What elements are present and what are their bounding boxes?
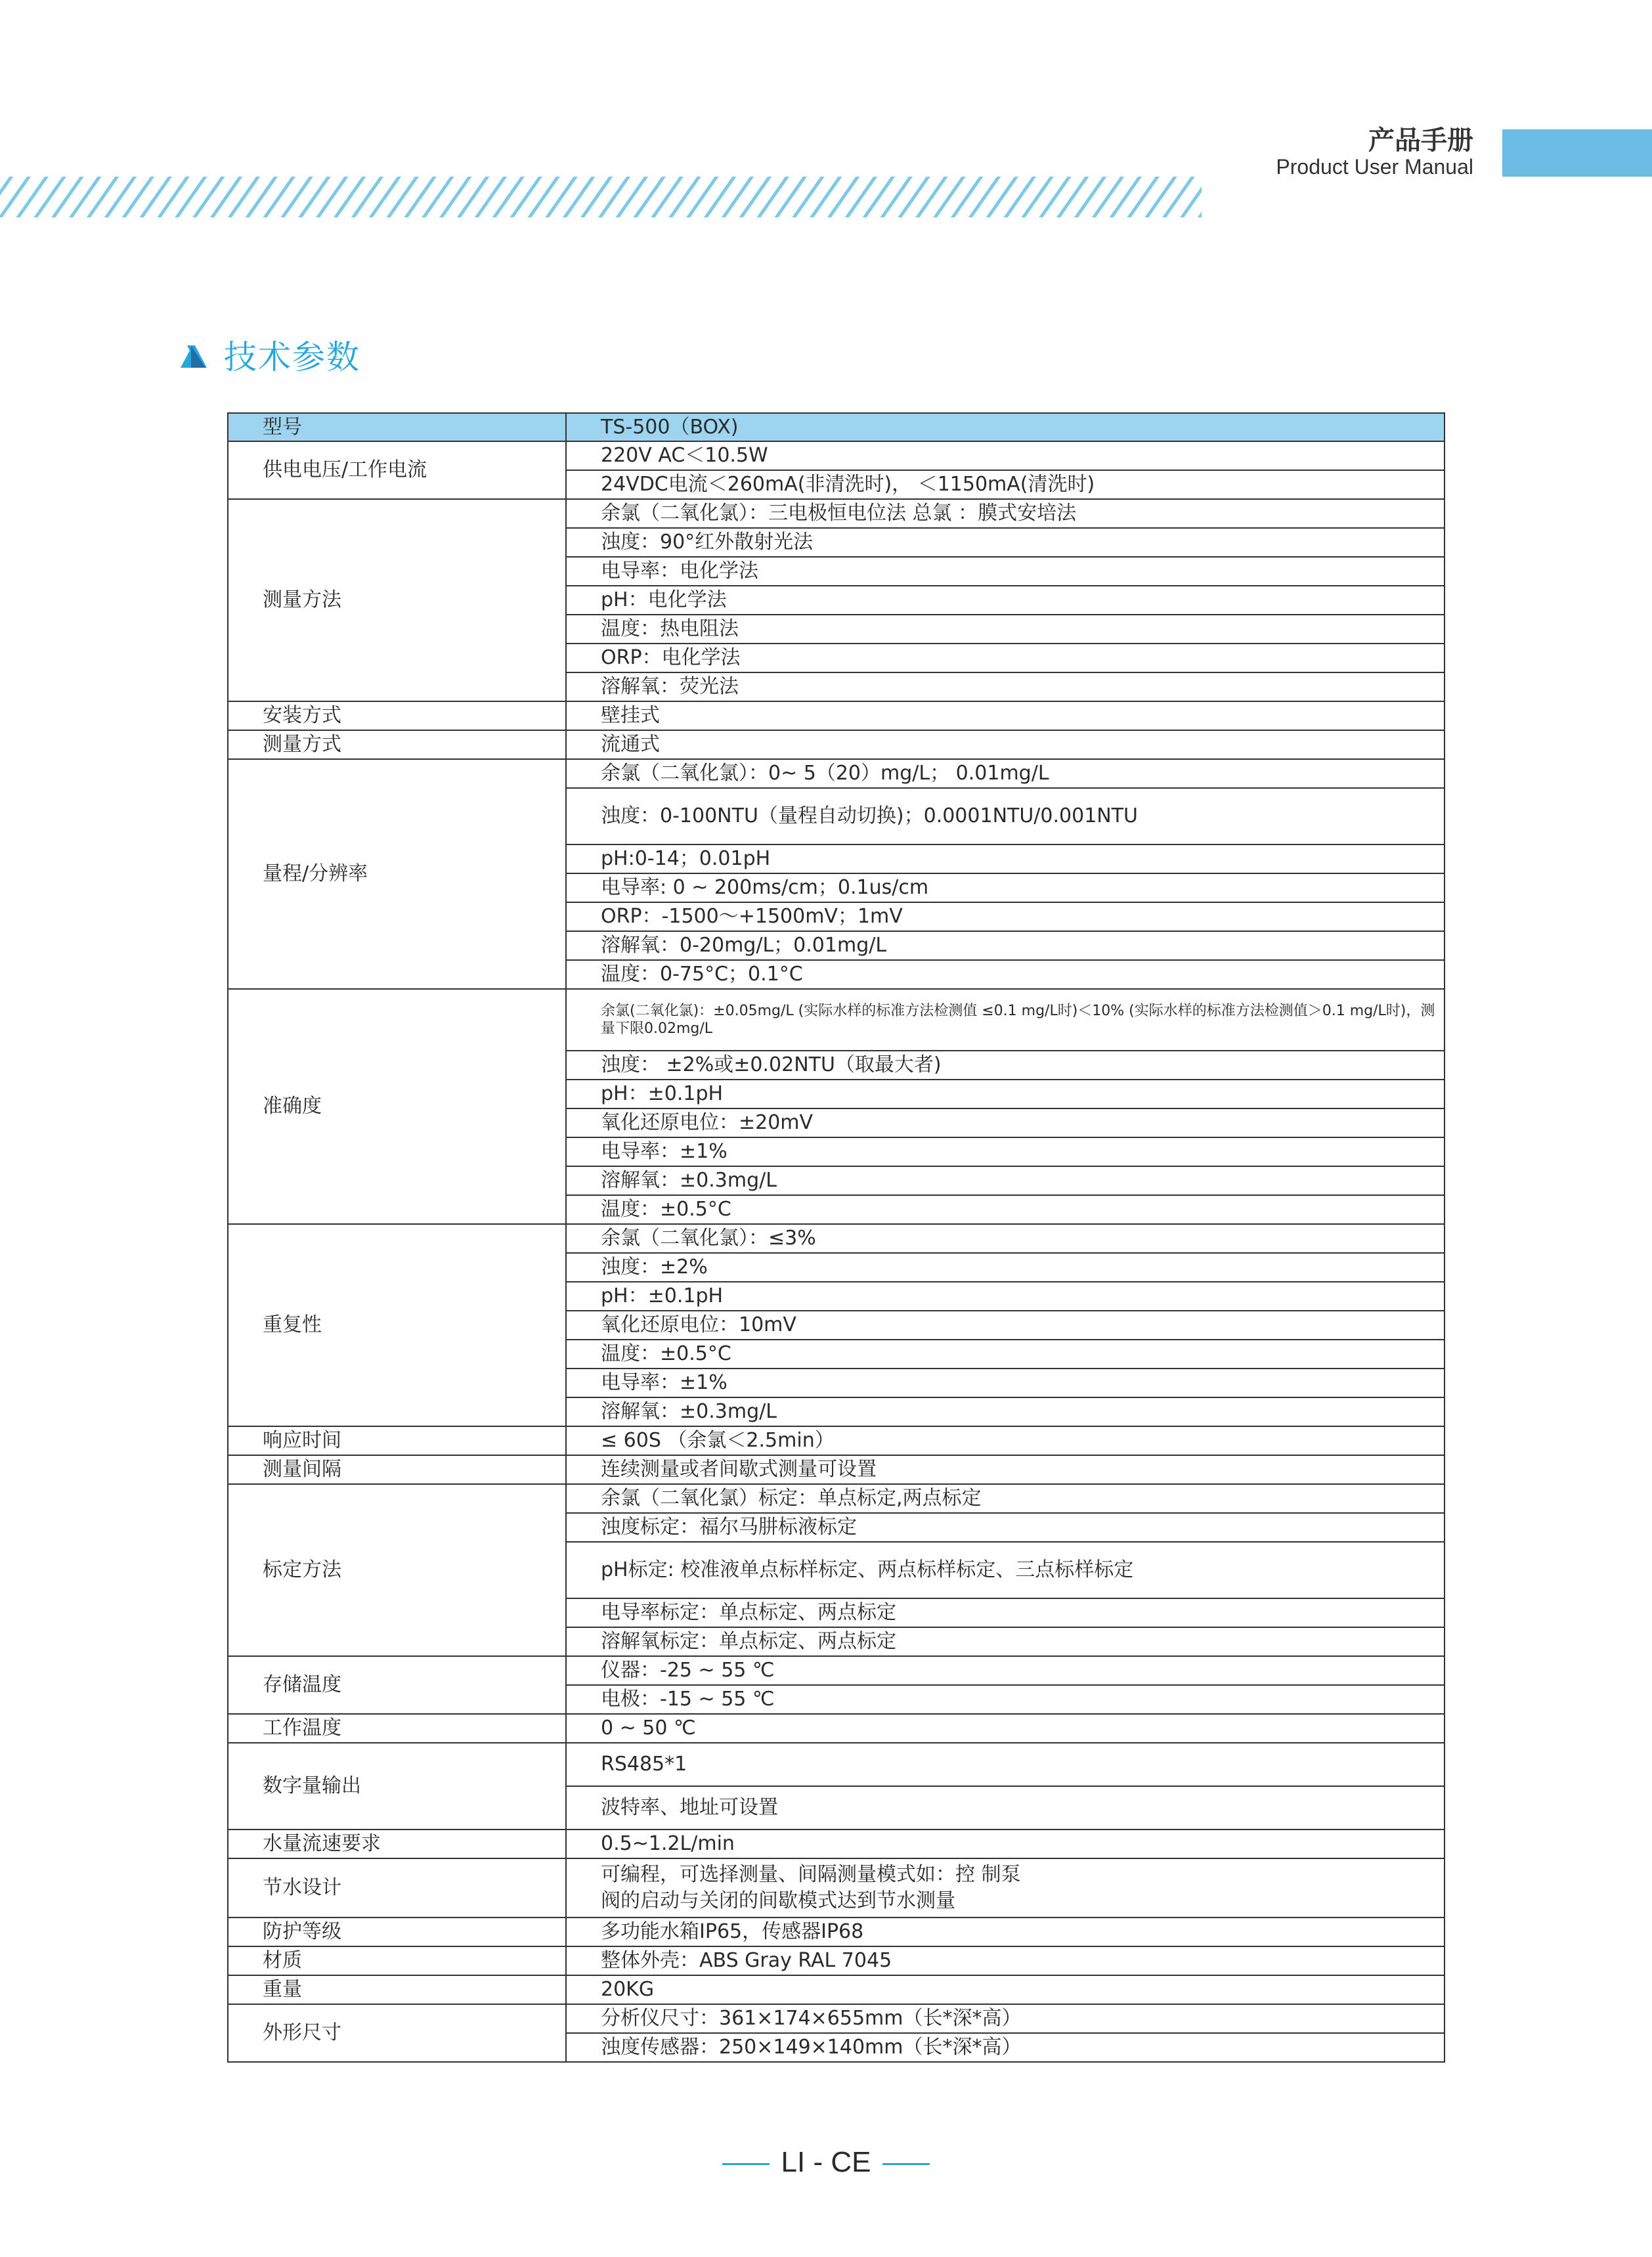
- param-value: 浊度：0-100NTU（量程自动切换)；0.0001NTU/0.001NTU: [566, 788, 1445, 844]
- param-label: 外形尺寸: [228, 2004, 566, 2062]
- param-value: 温度：±0.5°C: [566, 1195, 1445, 1224]
- param-value: 温度：热电阻法: [566, 615, 1445, 644]
- param-value: 20KG: [566, 1975, 1445, 2004]
- param-value: 仪器：-25 ~ 55 ℃: [566, 1656, 1445, 1685]
- param-value: 波特率、地址可设置: [566, 1786, 1445, 1830]
- param-value: 电导率标定：单点标定、两点标定: [566, 1598, 1445, 1627]
- param-value: 浊度：±2%: [566, 1253, 1445, 1282]
- table-row: [228, 441, 1445, 470]
- param-value: pH标定: 校准液单点标样标定、两点标样标定、三点标样标定: [566, 1542, 1445, 1598]
- param-value: pH：±0.1pH: [566, 1080, 1445, 1108]
- param-value: 电导率: 0 ~ 200ms/cm；0.1us/cm: [566, 873, 1445, 902]
- header-accent-bar: [1502, 129, 1652, 177]
- table-header-row: [228, 413, 1445, 441]
- param-label: 节水设计: [228, 1858, 566, 1917]
- param-value: 多功能水箱IP65，传感器IP68: [566, 1917, 1445, 1946]
- param-label: 供电电压/工作电流: [228, 441, 566, 499]
- param-label: 重量: [228, 1975, 566, 2004]
- param-value: 溶解氧：±0.3mg/L: [566, 1166, 1445, 1195]
- section-title: 技术参数: [224, 338, 360, 376]
- param-value: 流通式: [566, 730, 1445, 759]
- section-marker-icon: [181, 341, 211, 368]
- param-label: 水量流速要求: [228, 1830, 566, 1858]
- param-value: 连续测量或者间歇式测量可设置: [566, 1455, 1445, 1484]
- param-value: 余氯（二氧化氯）：≤3%: [566, 1224, 1445, 1253]
- param-value: 电导率：电化学法: [566, 557, 1445, 586]
- param-value: 浊度：90°红外散射光法: [566, 528, 1445, 557]
- param-label: 量程/分辨率: [228, 759, 566, 989]
- param-value: 分析仪尺寸：361×174×655mm（长*深*高）: [566, 2004, 1445, 2033]
- table-row: [228, 2004, 1445, 2033]
- param-label: 准确度: [228, 989, 566, 1224]
- header-stripes: [0, 177, 1202, 217]
- footer-brand: LI - CE: [781, 2146, 871, 2178]
- param-label: 重复性: [228, 1224, 566, 1426]
- table-row: [228, 1426, 1445, 1455]
- param-value: 0 ~ 50 ℃: [566, 1714, 1445, 1743]
- param-value: 可编程，可选择测量、间隔测量模式如：控 制泵阀的启动与关闭的间歇模式达到节水测量: [566, 1858, 1445, 1917]
- table-row: [228, 1830, 1445, 1858]
- table-row: [228, 1455, 1445, 1484]
- param-label: 测量间隔: [228, 1455, 566, 1484]
- table-row: [228, 1656, 1445, 1685]
- table-row: [228, 499, 1445, 528]
- table-row: [228, 1917, 1445, 1946]
- table-row: [228, 1224, 1445, 1253]
- param-value: TS-500（BOX): [566, 413, 1445, 441]
- table-row: [228, 1743, 1445, 1786]
- spec-table: [227, 412, 1445, 2063]
- param-label: 测量方法: [228, 499, 566, 701]
- table-row: [228, 759, 1445, 788]
- param-value: 溶解氧：荧光法: [566, 672, 1445, 701]
- param-value: 壁挂式: [566, 701, 1445, 730]
- section-heading: [181, 332, 360, 378]
- param-value: 电导率：±1%: [566, 1369, 1445, 1397]
- param-value: pH:0-14；0.01pH: [566, 844, 1445, 873]
- param-value: 电极：-15 ~ 55 ℃: [566, 1685, 1445, 1714]
- footer: [0, 2146, 1652, 2179]
- param-label: 工作温度: [228, 1714, 566, 1743]
- param-value: 溶解氧：0-20mg/L；0.01mg/L: [566, 931, 1445, 960]
- param-value: 余氯（二氧化氯）标定：单点标定,两点标定: [566, 1484, 1445, 1513]
- table-row: [228, 1975, 1445, 2004]
- table-row: [228, 1714, 1445, 1743]
- param-value: 0.5~1.2L/min: [566, 1830, 1445, 1858]
- table-row: [228, 730, 1445, 759]
- param-value: 溶解氧标定：单点标定、两点标定: [566, 1627, 1445, 1656]
- param-label: 防护等级: [228, 1917, 566, 1946]
- param-value: 氧化还原电位：±20mV: [566, 1108, 1445, 1137]
- param-value: 氧化还原电位：10mV: [566, 1311, 1445, 1340]
- param-value: 220V AC＜10.5W: [566, 441, 1445, 470]
- table-row: [228, 1484, 1445, 1513]
- param-label: 材质: [228, 1946, 566, 1975]
- table-row: [228, 1858, 1445, 1917]
- param-value: RS485*1: [566, 1743, 1445, 1786]
- param-value: 余氯(二氧化氯)：±0.05mg/L (实际水样的标准方法检测值 ≤0.1 mg/L时)＜10% (实际水样的标准方法检测值＞0.1 mg/L时)，测量下限0.02mg/L: [566, 989, 1445, 1051]
- param-value: 温度：0-75°C；0.1°C: [566, 960, 1445, 989]
- param-label: 数字量输出: [228, 1743, 566, 1830]
- param-label: 测量方式: [228, 730, 566, 759]
- param-value: 浊度： ±2%或±0.02NTU（取最大者): [566, 1051, 1445, 1080]
- manual-title-en: Product User Manual: [1276, 155, 1473, 179]
- table-row: [228, 989, 1445, 1051]
- param-label: 响应时间: [228, 1426, 566, 1455]
- param-label: 型号: [228, 413, 566, 441]
- param-value: 整体外壳：ABS Gray RAL 7045: [566, 1946, 1445, 1975]
- param-value: ORP：电化学法: [566, 644, 1445, 672]
- param-value: pH：电化学法: [566, 586, 1445, 615]
- param-value: 溶解氧：±0.3mg/L: [566, 1397, 1445, 1426]
- manual-title-cn: 产品手册: [1368, 125, 1473, 156]
- param-value: 电导率：±1%: [566, 1137, 1445, 1166]
- param-value: 温度：±0.5°C: [566, 1340, 1445, 1369]
- param-value: ORP：-1500～+1500mV；1mV: [566, 902, 1445, 931]
- param-value: 余氯（二氧化氯）：0~ 5（20）mg/L； 0.01mg/L: [566, 759, 1445, 788]
- param-label: 安装方式: [228, 701, 566, 730]
- param-value: 24VDC电流＜260mA(非清洗时)， ＜1150mA(清洗时): [566, 470, 1445, 499]
- param-label: 标定方法: [228, 1484, 566, 1656]
- table-row: [228, 701, 1445, 730]
- param-label: 存储温度: [228, 1656, 566, 1714]
- table-row: [228, 1946, 1445, 1975]
- footer-line-right: [882, 2163, 930, 2165]
- param-value: ≤ 60S （余氯＜2.5min）: [566, 1426, 1445, 1455]
- footer-line-left: [722, 2163, 770, 2165]
- param-value: 浊度标定：福尔马肼标液标定: [566, 1513, 1445, 1542]
- param-value: 余氯（二氧化氯）：三电极恒电位法 总氯 ：膜式安培法: [566, 499, 1445, 528]
- param-value: 浊度传感器：250×149×140mm（长*深*高）: [566, 2033, 1445, 2062]
- param-value: pH：±0.1pH: [566, 1282, 1445, 1311]
